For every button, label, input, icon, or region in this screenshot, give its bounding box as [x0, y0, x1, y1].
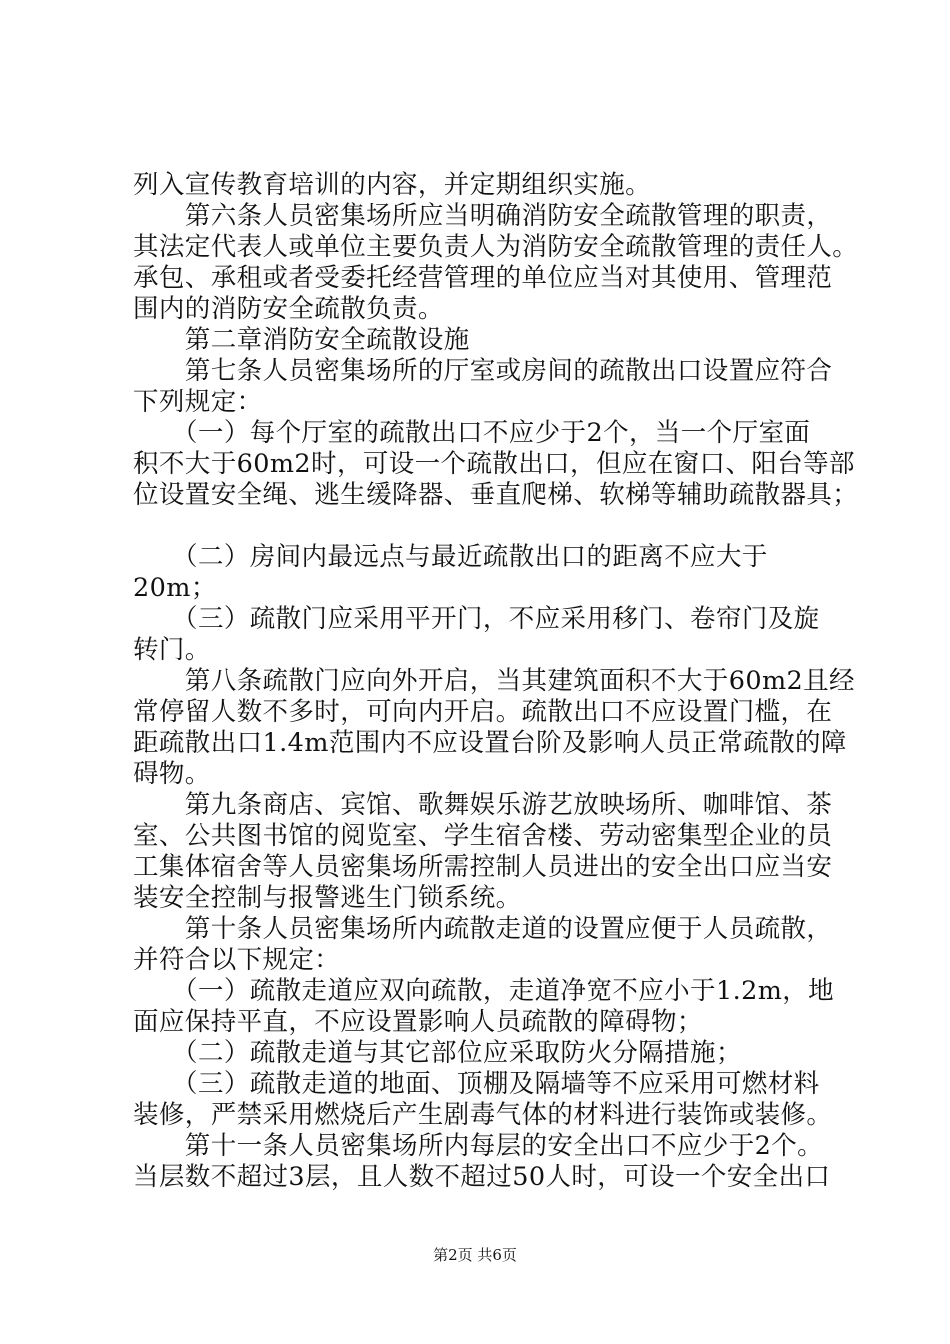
text-line: 并符合以下规定： [133, 945, 341, 975]
text-line: （一）每个厅室的疏散出口不应少于2个，当一个厅室面 [133, 418, 811, 448]
text-line: 装修，严禁采用燃烧后产生剧毒气体的材料进行装饰或装修。 [133, 1100, 833, 1130]
text-line: 第九条商店、宾馆、歌舞娱乐游艺放映场所、咖啡馆、茶 [133, 790, 833, 820]
text-line: （二）疏散走道与其它部位应采取防火分隔措施； [133, 1038, 742, 1068]
page-footer: 第2页 共6页 [433, 1246, 517, 1264]
text-line: 第二章消防安全疏散设施 [133, 325, 470, 355]
text-line: 转门。 [133, 635, 211, 665]
text-line: 下列规定： [133, 387, 263, 417]
text-line: 碍物。 [133, 759, 211, 789]
text-line: （一）疏散走道应双向疏散，走道净宽不应小于1.2m，地 [133, 976, 835, 1006]
text-line: 位设置安全绳、逃生缓降器、垂直爬梯、软梯等辅助疏散器具； [133, 480, 859, 510]
text-line: 第十一条人员密集场所内每层的安全出口不应少于2个。 [133, 1131, 824, 1161]
text-line: 室、公共图书馆的阅览室、学生宿舍楼、劳动密集型企业的员 [133, 821, 833, 851]
text-line: 当层数不超过3层，且人数不超过50人时，可设一个安全出口 [133, 1162, 831, 1192]
text-line: 装安全控制与报警逃生门锁系统。 [133, 883, 522, 913]
text-line: 围内的消防安全疏散负责。 [133, 294, 444, 324]
text-line: （二）房间内最远点与最近疏散出口的距离不应大于 [133, 542, 768, 572]
text-line: 第六条人员密集场所应当明确消防安全疏散管理的职责， [133, 201, 833, 231]
text-line: 第十条人员密集场所内疏散走道的设置应便于人员疏散， [133, 914, 833, 944]
text-line: 积不大于60m2时，可设一个疏散出口，但应在窗口、阳台等部 [133, 449, 855, 479]
document-body [133, 170, 859, 1193]
text-line: 面应保持平直，不应设置影响人员疏散的障碍物； [133, 1007, 703, 1037]
text-line: 其法定代表人或单位主要负责人为消防安全疏散管理的责任人。 [133, 232, 859, 262]
text-line: 承包、承租或者受委托经营管理的单位应当对其使用、管理范 [133, 263, 833, 293]
text-line: 第七条人员密集场所的厅室或房间的疏散出口设置应符合 [133, 356, 833, 386]
text-line: 工集体宿舍等人员密集场所需控制人员进出的安全出口应当安 [133, 852, 833, 882]
text-line: （三）疏散走道的地面、顶棚及隔墙等不应采用可燃材料 [133, 1069, 820, 1099]
text-line: 列入宣传教育培训的内容，并定期组织实施。 [133, 170, 652, 200]
text-line: 距疏散出口1.4m范围内不应设置台阶及影响人员正常疏散的障 [133, 728, 847, 758]
blank-line [133, 511, 833, 542]
text-line: （三）疏散门应采用平开门，不应采用移门、卷帘门及旋 [133, 604, 820, 634]
text-line: 常停留人数不多时，可向内开启。疏散出口不应设置门槛，在 [133, 697, 833, 727]
text-line: 20m； [133, 573, 217, 603]
text-line: 第八条疏散门应向外开启，当其建筑面积不大于60m2且经 [133, 666, 855, 696]
